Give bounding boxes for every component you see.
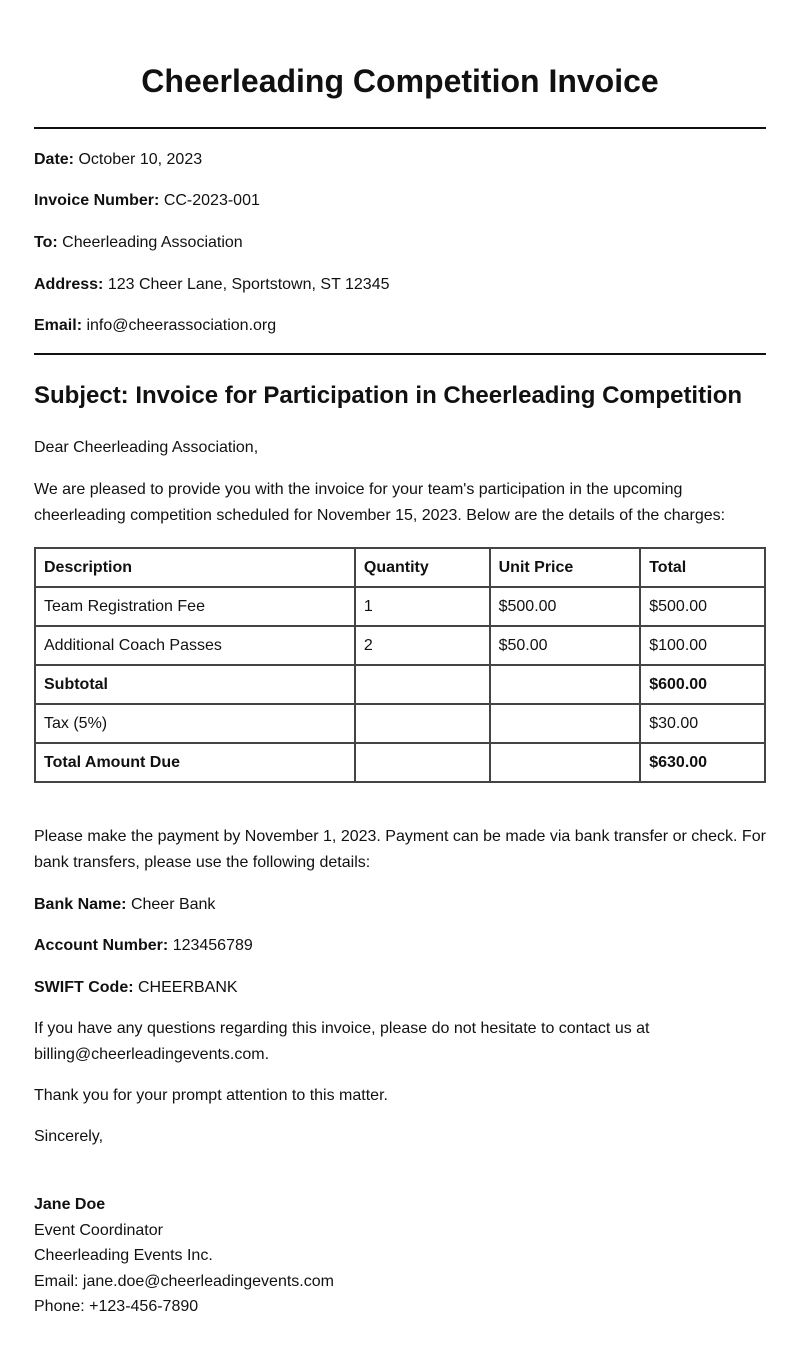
row-quantity [355, 704, 490, 743]
subject-heading: Subject: Invoice for Participation in Cheerleading Competition [34, 382, 743, 409]
account-number-value: 123456789 [172, 937, 253, 954]
email-label: Email: [34, 317, 83, 334]
thanks-paragraph: Thank you for your prompt attention to this matter. [34, 1087, 388, 1104]
payment-note: Please make the payment by November 1, 2023. Payment can be made via bank transfer or check. For bank transfers, please use the following details: [34, 828, 766, 871]
table-row [35, 626, 765, 665]
email-value: info@cheerassociation.org [86, 317, 277, 334]
total-due-row [35, 743, 765, 782]
address-line [34, 275, 774, 295]
row-total: $600.00 [640, 665, 765, 704]
intro-paragraph: We are pleased to provide you with the invoice for your team's participation in the upcoming cheerleading competition scheduled for November 15, 2023. Below are the details of the charges: [34, 481, 726, 524]
row-description: Team Registration Fee [35, 587, 355, 626]
signer-email: Email: jane.doe@cheerleadingevents.com [34, 1272, 334, 1290]
swift-code-value: CHEERBANK [138, 979, 238, 996]
bank-name-label: Bank Name: [34, 896, 127, 913]
row-description: Additional Coach Passes [35, 626, 355, 665]
invoice-number-label: Invoice Number: [34, 192, 160, 209]
signer-company: Cheerleading Events Inc. [34, 1247, 213, 1264]
email-line [34, 316, 774, 336]
signer-phone: Phone: +123-456-7890 [34, 1298, 199, 1315]
row-unit-price [490, 743, 641, 782]
row-quantity: 1 [355, 587, 490, 626]
row-total: $500.00 [640, 587, 765, 626]
account-number-line [34, 936, 774, 956]
address-label: Address: [34, 276, 104, 293]
table-row [35, 587, 765, 626]
divider-middle [34, 353, 766, 355]
bank-name-line [34, 895, 774, 915]
charges-table [34, 547, 766, 783]
recipient-value: Cheerleading Association [62, 234, 243, 251]
signature-block [34, 1192, 334, 1320]
row-quantity [355, 665, 490, 704]
row-description: Total Amount Due [35, 743, 355, 782]
recipient-line [34, 233, 774, 253]
row-total: $630.00 [640, 743, 765, 782]
row-quantity: 2 [355, 626, 490, 665]
date-line [34, 150, 774, 170]
swift-code-label: SWIFT Code: [34, 979, 134, 996]
invoice-number-value: CC-2023-001 [163, 192, 260, 209]
signer-role: Event Coordinator [34, 1221, 163, 1239]
row-total: $30.00 [640, 704, 765, 743]
header-unit-price: Unit Price [490, 548, 641, 587]
row-unit-price [490, 665, 641, 704]
header-total: Total [640, 548, 765, 587]
row-total: $100.00 [640, 626, 765, 665]
swift-code-line [34, 978, 774, 998]
questions-paragraph: If you have any questions regarding this invoice, please do not hesitate to contact us at billing@cheerleadingevents.com. [34, 1020, 650, 1063]
recipient-label: To: [34, 234, 58, 251]
signer-name: Jane Doe [34, 1196, 106, 1213]
date-value: October 10, 2023 [78, 151, 203, 168]
row-description: Tax (5%) [35, 704, 355, 743]
address-value: 123 Cheer Lane, Sportstown, ST 12345 [107, 276, 390, 293]
row-quantity [355, 743, 490, 782]
row-unit-price: $500.00 [490, 587, 641, 626]
date-label: Date: [34, 151, 75, 168]
row-unit-price: $50.00 [490, 626, 641, 665]
subtotal-row [35, 665, 765, 704]
row-description: Subtotal [35, 665, 355, 704]
greeting: Dear Cheerleading Association, [34, 439, 259, 456]
bank-name-value: Cheer Bank [130, 896, 216, 913]
divider-top [34, 127, 766, 129]
row-unit-price [490, 704, 641, 743]
header-description: Description [35, 548, 355, 587]
table-header-row [35, 548, 765, 587]
invoice-title: Cheerleading Competition Invoice [141, 63, 659, 99]
closing: Sincerely, [34, 1128, 104, 1145]
header-quantity: Quantity [355, 548, 490, 587]
invoice-number-line [34, 191, 774, 211]
tax-row [35, 704, 765, 743]
account-number-label: Account Number: [34, 937, 169, 954]
